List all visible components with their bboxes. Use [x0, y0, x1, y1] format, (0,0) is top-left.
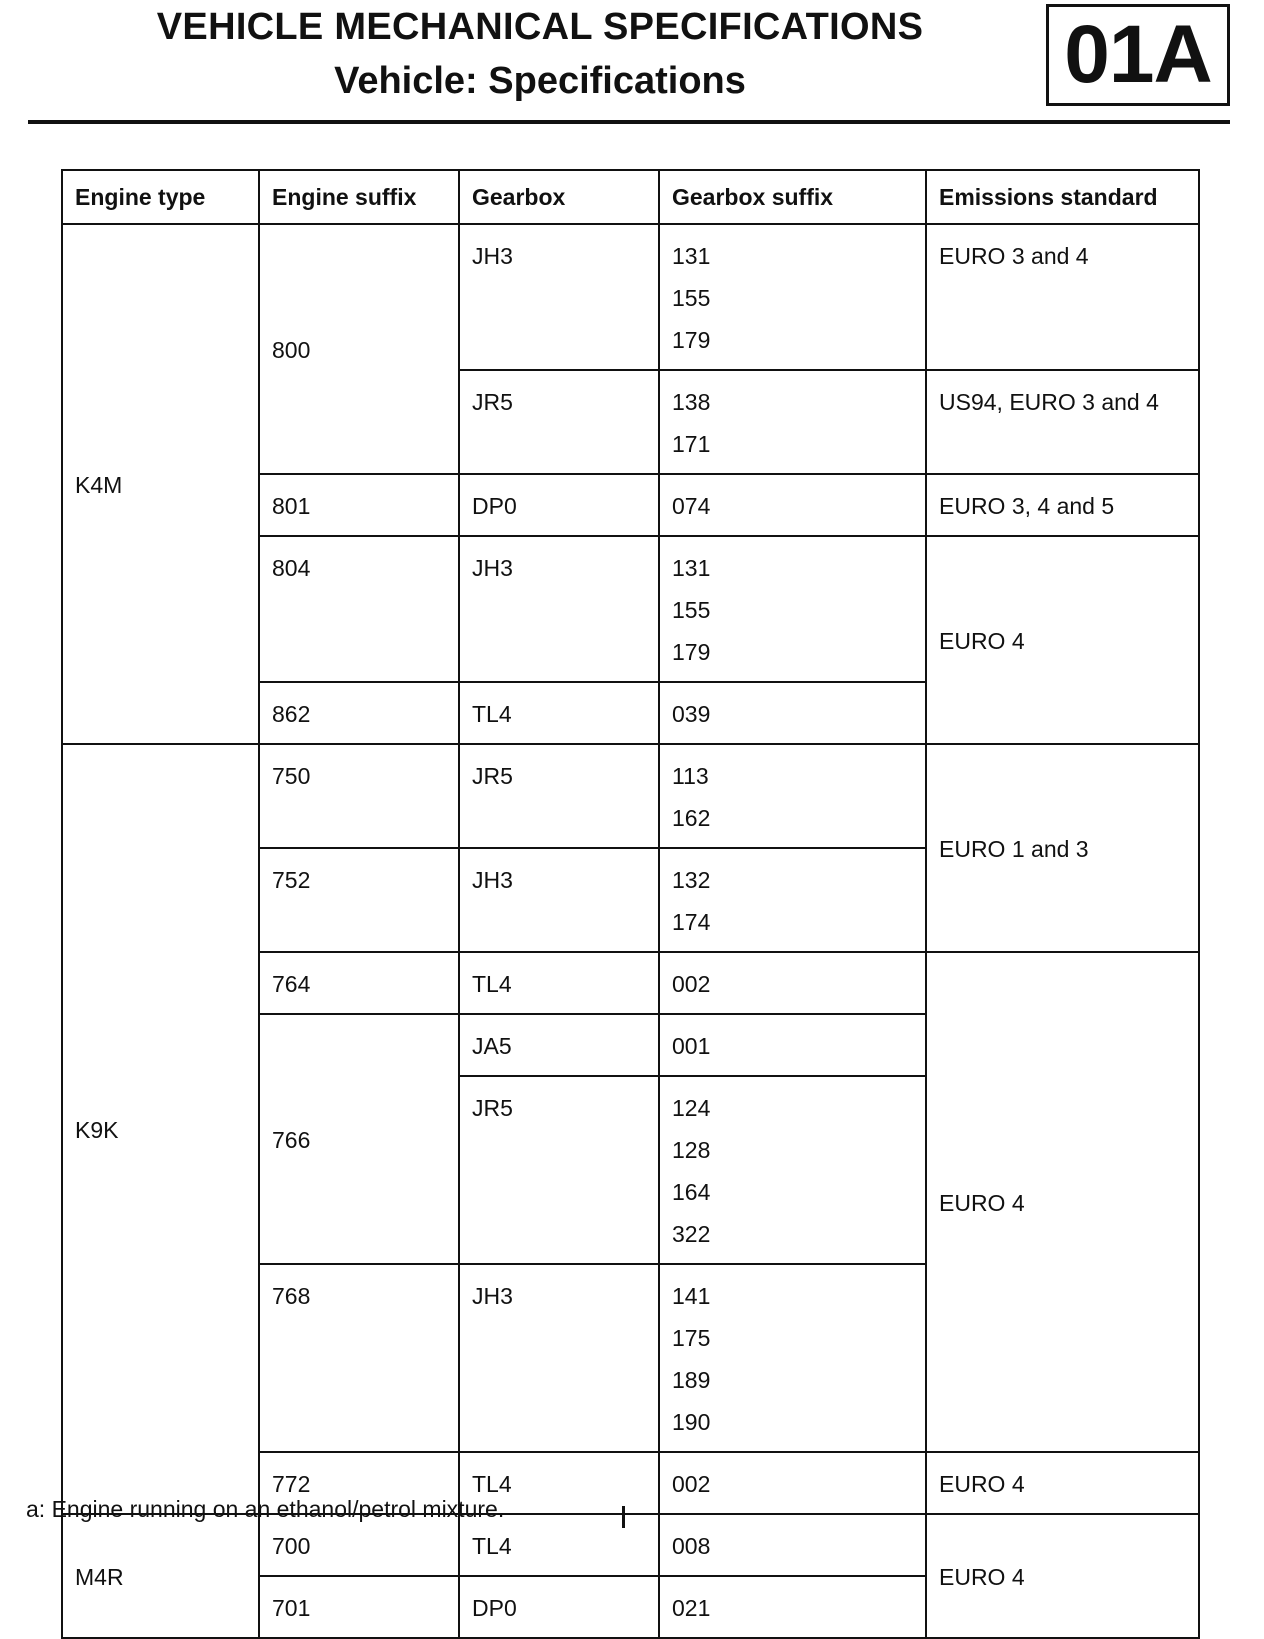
gearbox-suffix-value: 021	[672, 1595, 711, 1621]
engine-type-cell: M4R	[62, 1514, 259, 1638]
emissions-standard-cell: EURO 3 and 4	[926, 224, 1199, 370]
gearbox-suffix-value: 001	[672, 1033, 711, 1059]
section-code-box: 01A	[1046, 4, 1230, 106]
column-header-gearbox: Gearbox	[459, 170, 659, 224]
gearbox-cell: TL4	[459, 1514, 659, 1576]
gearbox-suffix-value: 002	[672, 971, 711, 997]
footnote: a: Engine running on an ethanol/petrol mixture.	[26, 1496, 505, 1522]
gearbox-suffix-value: 190	[672, 1409, 711, 1435]
header-divider	[28, 120, 1230, 124]
engine-suffix-cell: 701	[259, 1576, 459, 1638]
engine-suffix-cell: 750	[259, 744, 459, 848]
gearbox-cell: TL4	[459, 952, 659, 1014]
engine-suffix-cell: 862	[259, 682, 459, 744]
gearbox-suffix-cell	[659, 1452, 926, 1514]
gearbox-suffix-value: 155	[672, 597, 711, 623]
gearbox-suffix-cell	[659, 744, 926, 848]
emissions-standard-cell: EURO 4	[926, 952, 1199, 1452]
gearbox-suffix-value: 113	[672, 763, 709, 789]
gearbox-suffix-value: 074	[672, 493, 711, 519]
gearbox-suffix-value: 174	[672, 909, 711, 935]
gearbox-suffix-value: 164	[672, 1179, 711, 1205]
gearbox-cell: DP0	[459, 1576, 659, 1638]
gearbox-suffix-cell	[659, 682, 926, 744]
gearbox-suffix-value: 171	[672, 431, 711, 457]
engine-type-cell: K4M	[62, 224, 259, 744]
gearbox-cell: TL4	[459, 682, 659, 744]
specifications-table	[61, 169, 1200, 1639]
gearbox-suffix-cell	[659, 536, 926, 682]
table-row	[62, 1514, 1199, 1576]
gearbox-cell: JH3	[459, 1264, 659, 1452]
gearbox-suffix-value: 002	[672, 1471, 711, 1497]
gearbox-suffix-cell	[659, 224, 926, 370]
gearbox-suffix-value: 175	[672, 1325, 711, 1351]
column-header-emissions-standard: Emissions standard	[926, 170, 1199, 224]
gearbox-suffix-cell	[659, 1576, 926, 1638]
gearbox-cell: JH3	[459, 224, 659, 370]
gearbox-cell: JR5	[459, 744, 659, 848]
column-header-engine-type: Engine type	[62, 170, 259, 224]
engine-suffix-cell: 768	[259, 1264, 459, 1452]
emissions-standard-cell: EURO 3, 4 and 5	[926, 474, 1199, 536]
gearbox-suffix-value: 039	[672, 701, 711, 727]
text-cursor-mark	[622, 1506, 625, 1528]
engine-suffix-cell: 700	[259, 1514, 459, 1576]
gearbox-suffix-value: 179	[672, 327, 711, 353]
table-row	[62, 744, 1199, 848]
gearbox-suffix-cell	[659, 1514, 926, 1576]
gearbox-suffix-value: 131	[672, 243, 711, 269]
gearbox-suffix-value: 155	[672, 285, 711, 311]
gearbox-suffix-cell	[659, 952, 926, 1014]
table-row	[62, 224, 1199, 370]
gearbox-cell: JH3	[459, 536, 659, 682]
engine-suffix-cell: 801	[259, 474, 459, 536]
engine-suffix-cell: 752	[259, 848, 459, 952]
emissions-standard-cell: EURO 4	[926, 1452, 1199, 1514]
gearbox-suffix-cell	[659, 474, 926, 536]
gearbox-suffix-value: 131	[672, 555, 711, 581]
gearbox-suffix-cell	[659, 848, 926, 952]
gearbox-cell: TL4	[459, 1452, 659, 1514]
document-subtitle: Vehicle: Specifications	[334, 60, 746, 102]
gearbox-suffix-value: 141	[672, 1283, 711, 1309]
gearbox-suffix-value: 124	[672, 1095, 711, 1121]
gearbox-cell: JH3	[459, 848, 659, 952]
engine-suffix-cell: 764	[259, 952, 459, 1014]
gearbox-cell: DP0	[459, 474, 659, 536]
gearbox-suffix-value: 322	[672, 1221, 711, 1247]
engine-suffix-cell: 800	[259, 224, 459, 474]
gearbox-suffix-value: 132	[672, 867, 711, 893]
gearbox-suffix-cell	[659, 370, 926, 474]
gearbox-cell: JR5	[459, 370, 659, 474]
gearbox-suffix-value: 189	[672, 1367, 711, 1393]
engine-suffix-cell: 766	[259, 1014, 459, 1264]
gearbox-suffix-value: 138	[672, 389, 711, 415]
gearbox-cell: JA5	[459, 1014, 659, 1076]
gearbox-suffix-value: 179	[672, 639, 711, 665]
gearbox-suffix-cell	[659, 1076, 926, 1264]
emissions-standard-cell: EURO 4	[926, 536, 1199, 744]
gearbox-suffix-cell	[659, 1014, 926, 1076]
column-header-gearbox-suffix: Gearbox suffix	[659, 170, 926, 224]
emissions-standard-cell: US94, EURO 3 and 4	[926, 370, 1199, 474]
emissions-standard-cell: EURO 4	[926, 1514, 1199, 1638]
document-title: VEHICLE MECHANICAL SPECIFICATIONS	[156, 6, 924, 48]
gearbox-suffix-value: 128	[672, 1137, 711, 1163]
column-header-engine-suffix: Engine suffix	[259, 170, 459, 224]
gearbox-suffix-cell	[659, 1264, 926, 1452]
engine-suffix-cell: 804	[259, 536, 459, 682]
emissions-standard-cell: EURO 1 and 3	[926, 744, 1199, 952]
table-header-row	[62, 170, 1199, 224]
gearbox-suffix-value: 008	[672, 1533, 711, 1559]
engine-type-cell: K9K	[62, 744, 259, 1514]
engine-suffix-cell: 772	[259, 1452, 459, 1514]
gearbox-suffix-value: 162	[672, 805, 711, 831]
gearbox-cell: JR5	[459, 1076, 659, 1264]
